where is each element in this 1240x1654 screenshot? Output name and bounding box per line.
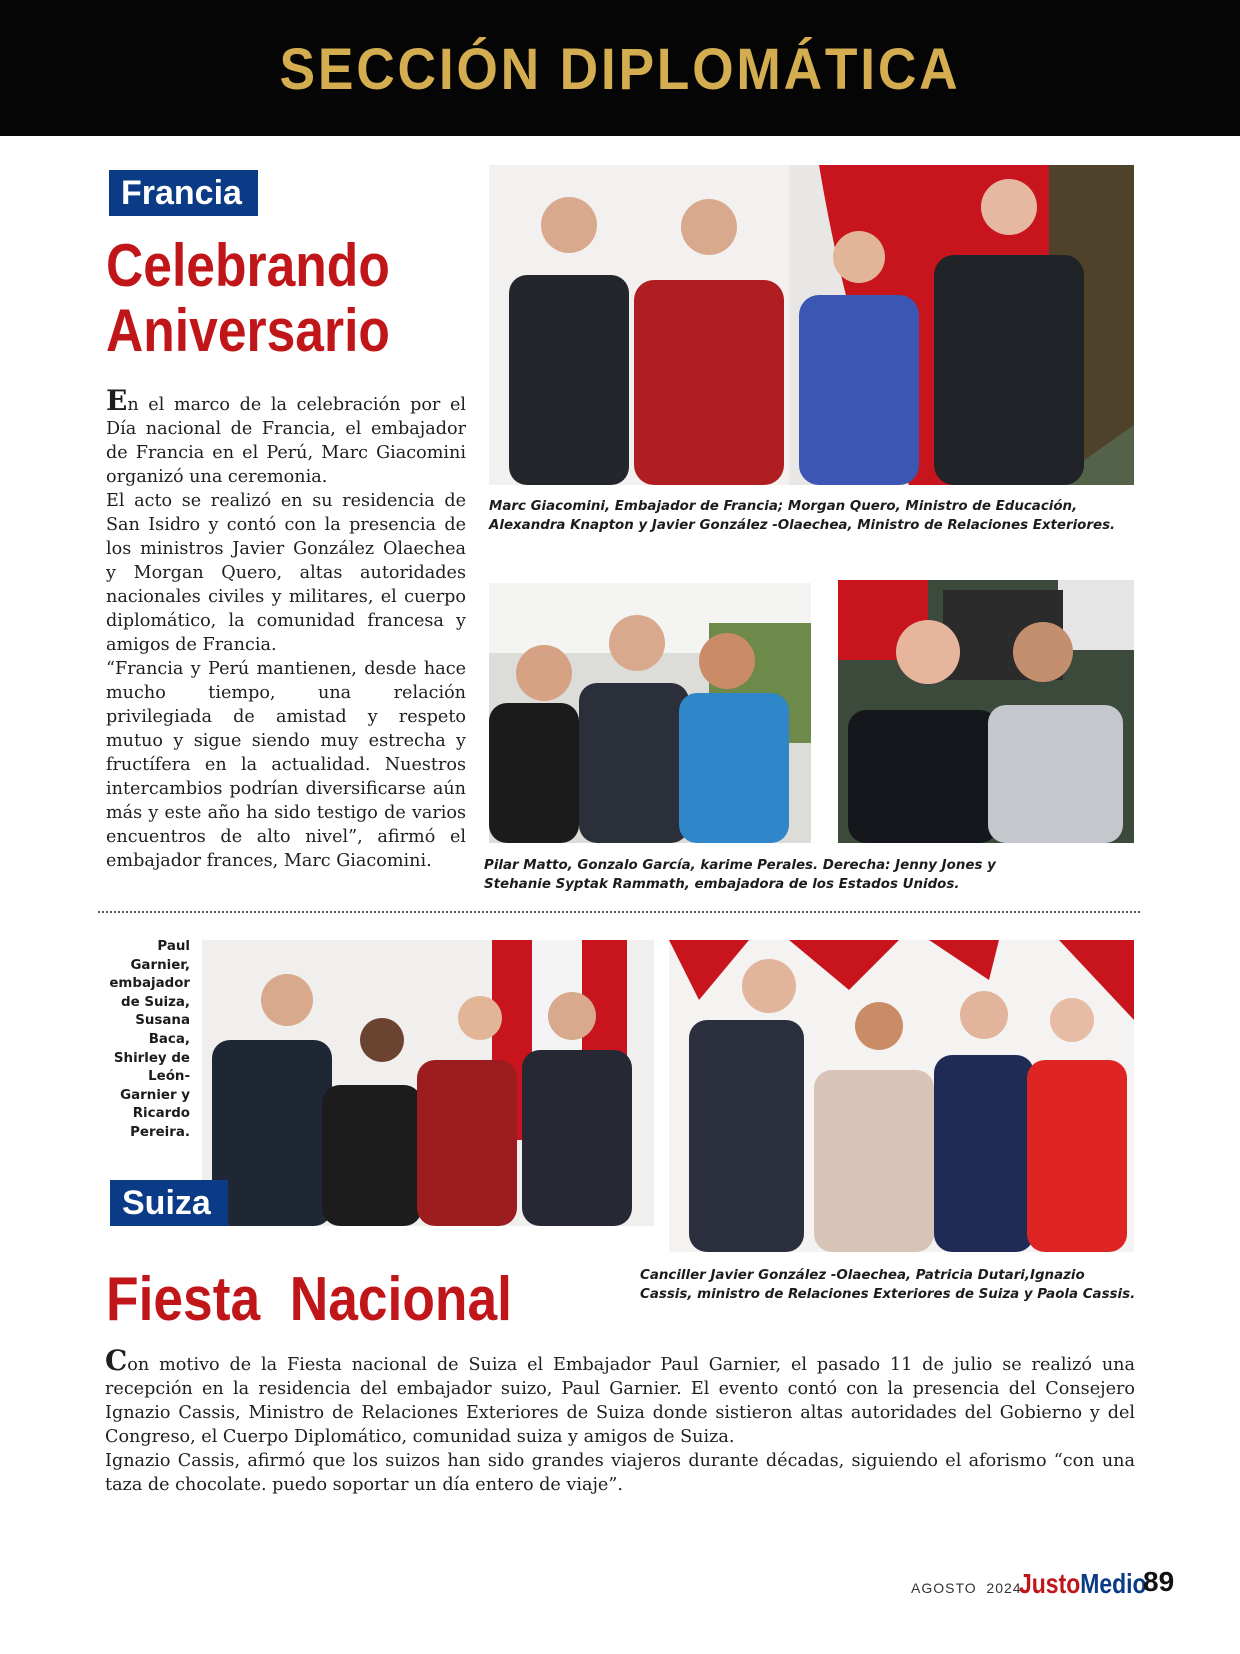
section-title: SECCIÓN DIPLOMÁTICA — [279, 37, 961, 102]
drop-cap: C — [105, 1344, 128, 1377]
headline-suiza: Fiesta Nacional — [106, 1265, 512, 1334]
drop-cap: E — [106, 384, 128, 417]
section-divider — [98, 911, 1140, 913]
issue-date: AGOSTO 2024 — [911, 1580, 1022, 1596]
article-body-francia — [106, 384, 466, 873]
caption-francia-main: Marc Giacomini, Embajador de Francia; Morgan Quero, Ministro de Educación, Alexandra Knapton y Javier González -Olaechea, Ministro de Relaciones Exteriores. — [489, 499, 1116, 533]
caption-francia-pair: Pilar Matto, Gonzalo García, karime Perales. Derecha: Jenny Jones y Stehanie Syptak Rammath, embajadora de los Estados Unidos. — [484, 858, 996, 892]
article-body-suiza — [105, 1344, 1135, 1497]
country-tag-francia: Francia — [109, 170, 258, 216]
photo-francia-embajadores — [838, 580, 1134, 843]
photo-francia-main — [489, 165, 1134, 485]
photo-francia-guests — [489, 583, 811, 843]
magazine-logo — [1019, 1568, 1147, 1600]
headline-francia — [106, 234, 390, 364]
logo-text-medio: Medio — [1080, 1568, 1147, 1599]
paragraph: n el marco de la celebración por el Día nacional de Francia, el embajador de Francia en el Perú, Marc Giacomini organizó una ceremonia. — [106, 395, 466, 487]
paragraph: Ignazio Cassis, afirmó que los suizos han sido grandes viajeros durante décadas, siguiendo el aforismo “con una taza de chocolate. puedo soportar un día entero de viaje”. — [105, 1451, 1135, 1495]
page-number: 89 — [1143, 1566, 1175, 1597]
headline-line-2: Aniversario — [106, 296, 390, 364]
photo-suiza-right — [669, 940, 1134, 1252]
caption-suiza-right: Canciller Javier González -Olaechea, Patricia Dutari,Ignazio Cassis, ministro de Relaciones Exteriores de Suiza y Paola Cassis. — [640, 1268, 1136, 1302]
paragraph: on motivo de la Fiesta nacional de Suiza el Embajador Paul Garnier, el pasado 11 de julio se realizó una recepción en la residencia del embajador suizo, Paul Garnier. El evento contó con la presencia del Consejero Ignazio Cassis, Ministro de Relaciones Exteriores de Suiza donde sistieron altas autoridades del Gobierno y del Congreso, el Cuerpo Diplomático, comunidad suiza y amigos de Suiza. — [105, 1355, 1135, 1447]
logo-text-justo: Justo — [1019, 1568, 1081, 1599]
country-tag-suiza: Suiza — [110, 1180, 228, 1226]
paragraph: El acto se realizó en su residencia de San Isidro y contó con la presencia de los ministros Javier González Olaechea y Morgan Quero, altas autoridades nacionales civiles y militares, el cuerpo diplomático, la comunidad francesa y amigos de Francia. — [106, 491, 466, 655]
headline-line-1: Celebrando — [106, 232, 390, 299]
section-header — [0, 0, 1240, 136]
caption-suiza-left: Paul Garnier, embajador de Suiza, Susana Baca, Shirley de León-Garnier y Ricardo Pereira. — [109, 939, 190, 1140]
paragraph: “Francia y Perú mantienen, desde hace mucho tiempo, una relación privilegiada de amistad y respeto mutuo y sigue siendo muy estrecha y fructífera en la actualidad. Nuestros intercambios podrían diversificarse aún más y este año ha sido testigo de varios encuentros de alto nivel”, afirmó el embajador frances, Marc Giacomini. — [106, 659, 466, 871]
photo-suiza-left — [202, 940, 654, 1226]
